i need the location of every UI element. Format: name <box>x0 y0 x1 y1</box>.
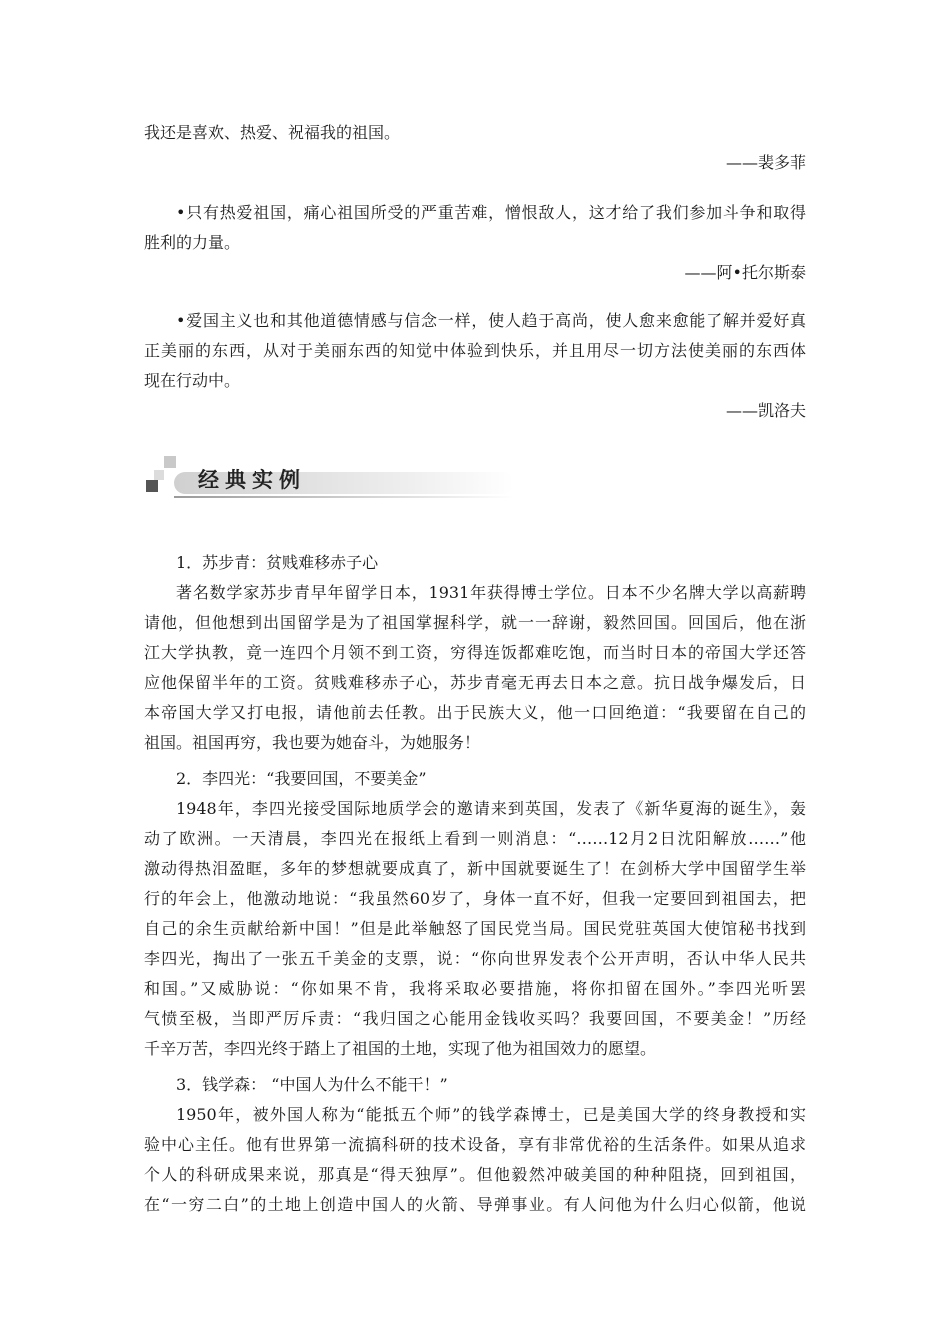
section-banner <box>146 456 526 504</box>
example-1-line: 应他保留半年的工资。贫贱难移赤子心，苏步青毫无再去日本之意。抗日战争爆发后，日 <box>144 673 806 692</box>
example-1-line: 江大学执教，竟一连四个月领不到工资，穷得连饭都难吃饱，而当时日本的帝国大学还答 <box>144 643 806 662</box>
example-2-heading: 2．李四光：“我要回国，不要美金” <box>176 769 427 788</box>
example-2-line: 1948年，李四光接受国际地质学会的邀请来到英国，发表了《新华夏海的诞生》，轰 <box>176 799 806 818</box>
example-1-heading: 1．苏步青：贫贱难移赤子心 <box>176 553 379 572</box>
example-3-line: 验中心主任。他有世界第一流搞科研的技术设备，享有非常优裕的生活条件。如果从追求 <box>144 1135 806 1154</box>
example-2-line: 气愤至极，当即严厉斥责：“我归国之心能用金钱收买吗？我要回国，不要美金！”历经 <box>144 1009 806 1028</box>
quote-2-author: ——阿•托尔斯泰 <box>684 263 806 282</box>
example-3-heading: 3．钱学森： “中国人为什么不能干！” <box>176 1075 448 1094</box>
example-2-line: 和国。”又威胁说：“你如果不肯，我将采取必要措施，将你扣留在国外。”李四光听罢 <box>144 979 806 998</box>
quote-3-line: 现在行动中。 <box>144 371 241 390</box>
example-3-line: 1950年，被外国人称为“能抵五个师”的钱学森博士，已是美国大学的终身教授和实 <box>176 1105 806 1124</box>
example-2-line: 动了欧洲。一天清晨，李四光在报纸上看到一则消息：“……12月2日沈阳解放……”他 <box>144 829 806 848</box>
quote-1-author: ——裴多菲 <box>725 153 806 172</box>
quote-2 <box>144 198 806 288</box>
example-2-line: 激动得热泪盈眶，多年的梦想就要成真了，新中国就要诞生了！在剑桥大学中国留学生举 <box>144 859 806 878</box>
quote-3-line: 正美丽的东西，从对于美丽东西的知觉中体验到快乐，并且用尽一切方法使美丽的东西体 <box>144 341 806 360</box>
example-3-line: 个人的科研成果来说，那真是“得天独厚”。但他毅然冲破美国的种种阻挠，回到祖国， <box>144 1165 806 1184</box>
example-2-line: 李四光，掏出了一张五千美金的支票，说：“你向世界发表个公开声明，否认中华人民共 <box>144 949 806 968</box>
quote-3-author: ——凯洛夫 <box>725 401 806 420</box>
quote-1 <box>144 118 806 178</box>
example-2-line: 自己的余生贡献给新中国！”但是此举触怒了国民党当局。国民党驻英国大使馆秘书找到 <box>144 919 806 938</box>
example-2 <box>144 764 806 1064</box>
example-1-line: 请他，但他想到出国留学是为了祖国掌握科学，就一一辞谢，毅然回国。回国后，他在浙 <box>144 613 806 632</box>
example-3 <box>144 1070 806 1220</box>
example-1 <box>144 548 806 758</box>
quote-3-line: •爱国主义也和其他道德情感与信念一样，使人趋于高尚，使人愈来愈能了解并爱好真 <box>176 311 806 330</box>
quote-2-line: 胜利的力量。 <box>144 233 241 252</box>
quote-2-line: •只有热爱祖国，痛心祖国所受的严重苦难，憎恨敌人，这才给了我们参加斗争和取得 <box>176 203 806 222</box>
quote-1-tail: 我还是喜欢、热爱、祝福我的祖国。 <box>144 123 401 142</box>
example-1-line: 本帝国大学又打电报，请他前去任教。出于民族大义，他一口回绝道：“我要留在自己的 <box>144 703 806 722</box>
example-2-line: 行的年会上，他激动地说：“我虽然60岁了，身体一直不好，但我一定要回到祖国去，把 <box>144 889 806 908</box>
example-1-line: 祖国。祖国再穷，我也要为她奋斗，为她服务！ <box>144 733 481 752</box>
section-title: 经典实例 <box>198 467 306 492</box>
example-3-line: 在“一穷二白”的土地上创造中国人的火箭、导弹事业。有人问他为什么归心似箭，他说 <box>144 1195 806 1214</box>
example-1-line: 著名数学家苏步青早年留学日本，1931年获得博士学位。日本不少名牌大学以高薪聘 <box>176 583 806 602</box>
example-2-line: 千辛万苦，李四光终于踏上了祖国的土地，实现了他为祖国效力的愿望。 <box>144 1039 657 1058</box>
quote-3 <box>144 306 806 426</box>
